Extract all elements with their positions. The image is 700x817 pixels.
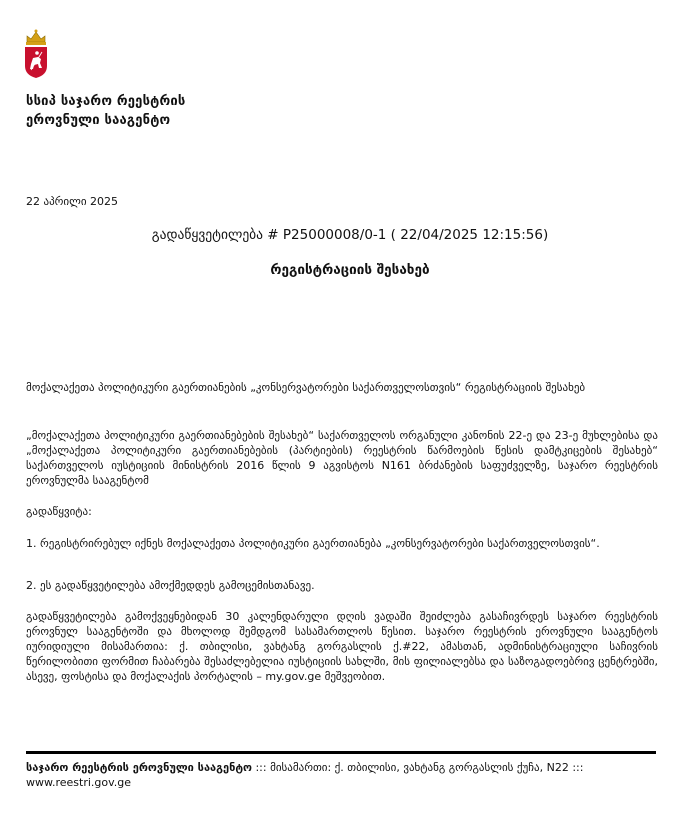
paragraph-item-1: 1. რეგისტრირებულ იქნეს მოქალაქეთა პოლიტიკური გაერთიანება „კონსერვატორები საქართველოსთვის“. [26,537,600,550]
decision-number: გადაწყვეტილება # P25000008/0-1 ( 22/04/2025 12:15:56) [151,227,549,243]
org-name-line-2: ეროვნული სააგენტო [26,113,171,128]
footer-divider [26,751,656,754]
footer-website-link[interactable]: www.reestri.gov.ge [26,776,132,789]
paragraph-appeal-notice: გადაწყვეტილება გამოქვეყნებიდან 30 კალენდარული დღის ვადაში შეიძლება გასაჩივრდეს საჯარო რეესტრის ეროვნულ სააგენტოში და მხოლოდ შემდგომ სასამართლოს წესით. საჯარო რეესტრის ეროვნული სააგენტოს იურიდიული მისამართია: ქ. თბილისი, ვახტანგ გორგასლის ქ.#22, ამასთან, ადმინისტრაციული საჩივრის წერილობითი ფორმით ჩაბარება შესაძლებელია იუსტიციის სახლში, მის ფილიალებსა და საზოგადოებრივ ცენტრებში, ასევე, ფოსტისა და მოქალაქის პორტალის – my.gov.ge მეშვეობით. [26,610,658,683]
document-subject: რეგისტრაციის შესახებ [270,262,430,278]
issuing-organization [26,92,185,130]
footer-address-line [26,760,583,775]
paragraph-legal-basis: „მოქალაქეთა პოლიტიკური გაერთიანებების შესახებ“ საქართველოს ორგანული კანონის 22-ე და 23-ე მუხლებისა და „მოქალაქეთა პოლიტიკური გაერთიანებების (პარტიების) რეესტრის წარმოების წესის დამტკიცების შესახებ“ საქართველოს იუსტიციის მინისტრის 2016 წლის 9 აგვისტოს N161 ბრძანების საფუძველზე, საჯარო რეესტრის ეროვნულმა სააგენტომ [26,429,658,487]
footer-org-name: საჯარო რეესტრის ეროვნული სააგენტო [26,761,252,774]
org-name-line-1: სსიპ საჯარო რეესტრის [26,94,186,109]
paragraph-title: მოქალაქეთა პოლიტიკური გაერთიანების „კონსერვატორები საქართველოსთვის“ რეგისტრაციის შესახებ [26,381,586,394]
paragraph-decided: გადაწყვიტა: [26,505,92,518]
paragraph-item-2: 2. ეს გადაწყვეტილება ამოქმედდეს გამოცემისთანავე. [26,579,315,592]
footer-address: ::: მისამართი: ქ. თბილისი, ვახტანგ გორგასლის ქუჩა, N22 ::: [251,761,584,774]
document-date: 22 აპრილი 2025 [26,195,119,208]
georgia-coat-of-arms-icon [22,28,50,80]
